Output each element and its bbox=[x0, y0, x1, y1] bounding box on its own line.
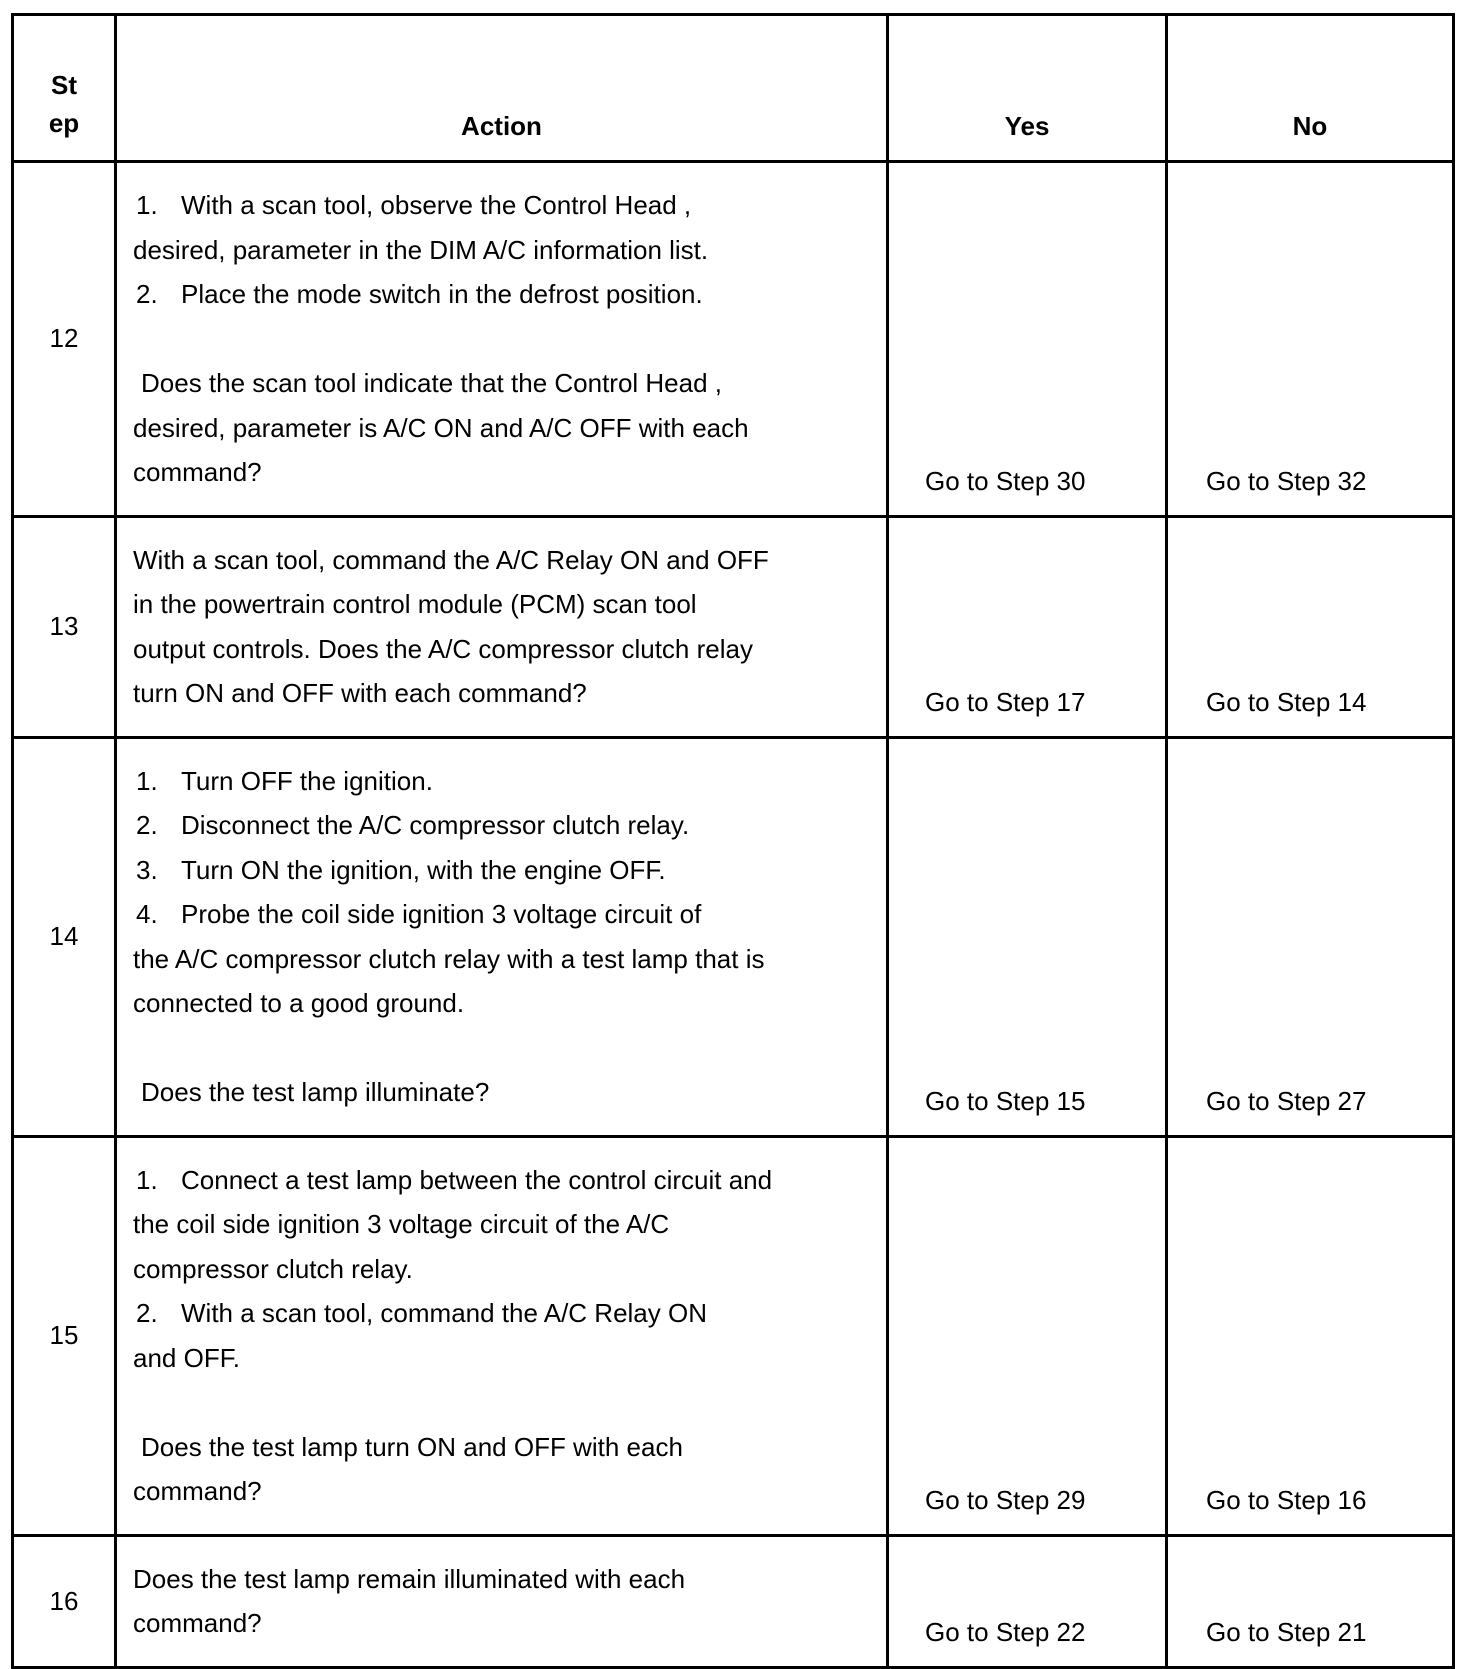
yes-result: Go to Step 29 bbox=[888, 1136, 1167, 1535]
action-line bbox=[133, 892, 876, 937]
action-line bbox=[133, 759, 876, 804]
action-step-index: 3. bbox=[136, 854, 158, 885]
table-row bbox=[13, 516, 1454, 737]
action-text: With a scan tool, command the A/C Relay ON bbox=[181, 1298, 707, 1328]
table-row bbox=[13, 1535, 1454, 1667]
action-line bbox=[133, 1469, 876, 1514]
action-text: Does the test lamp illuminate? bbox=[141, 1077, 490, 1107]
action-line bbox=[133, 1336, 876, 1381]
action-step-index: 2. bbox=[136, 1298, 158, 1328]
header-step-line1: St bbox=[51, 70, 77, 100]
yes-result: Go to Step 30 bbox=[888, 162, 1167, 517]
header-row bbox=[13, 15, 1454, 162]
header-action: Action bbox=[116, 15, 888, 162]
action-text: the coil side ignition 3 voltage circuit of the A/C bbox=[133, 1209, 670, 1239]
yes-result: Go to Step 22 bbox=[888, 1535, 1167, 1667]
diagnostic-table bbox=[11, 13, 1455, 1669]
action-line bbox=[133, 981, 876, 1026]
no-result: Go to Step 32 bbox=[1167, 162, 1454, 517]
action-text: and OFF. bbox=[133, 1342, 240, 1373]
action-text: Does the test lamp remain illuminated with each bbox=[133, 1563, 686, 1594]
header-yes: Yes bbox=[888, 15, 1167, 162]
action-line bbox=[133, 1158, 876, 1203]
action-text: Does the test lamp turn ON and OFF with each bbox=[141, 1431, 683, 1462]
action-text: command? bbox=[133, 1608, 262, 1638]
action-text: Disconnect the A/C compressor clutch relay. bbox=[181, 810, 690, 840]
header-step bbox=[13, 15, 116, 162]
action-text: in the powertrain control module (PCM) scan tool bbox=[133, 589, 697, 619]
action-text: connected to a good ground. bbox=[133, 988, 465, 1018]
action-line bbox=[133, 1291, 876, 1336]
no-result: Go to Step 16 bbox=[1167, 1136, 1454, 1535]
action-cell bbox=[116, 737, 888, 1136]
action-step-index: 4. bbox=[136, 899, 158, 929]
action-text: command? bbox=[133, 1476, 262, 1506]
action-cell bbox=[116, 1535, 888, 1667]
action-line bbox=[133, 1026, 876, 1071]
step-number: 13 bbox=[13, 516, 116, 737]
action-cell bbox=[116, 162, 888, 517]
action-step-index: 1. bbox=[136, 765, 158, 796]
table-row bbox=[13, 162, 1454, 517]
action-text: With a scan tool, command the A/C Relay ON and OFF bbox=[133, 544, 769, 575]
action-step-index: 2. bbox=[136, 810, 158, 840]
action-line bbox=[133, 848, 876, 893]
action-text: Turn OFF the ignition. bbox=[181, 765, 433, 796]
header-no: No bbox=[1167, 15, 1454, 162]
action-line bbox=[133, 803, 876, 848]
step-number: 14 bbox=[13, 737, 116, 1136]
action-line bbox=[133, 450, 876, 495]
action-step-index: 2. bbox=[136, 279, 158, 309]
yes-result: Go to Step 15 bbox=[888, 737, 1167, 1136]
action-line bbox=[133, 582, 876, 627]
action-line bbox=[133, 1380, 876, 1425]
action-text: desired, parameter in the DIM A/C information list. bbox=[133, 234, 709, 265]
action-text: output controls. Does the A/C compressor clutch relay bbox=[133, 633, 753, 664]
no-result: Go to Step 14 bbox=[1167, 516, 1454, 737]
action-text: With a scan tool, observe the Control Head , bbox=[181, 190, 692, 220]
no-result: Go to Step 27 bbox=[1167, 737, 1454, 1136]
action-text: Connect a test lamp between the control circuit and bbox=[181, 1164, 773, 1195]
action-line bbox=[133, 1247, 876, 1292]
table-row bbox=[13, 1136, 1454, 1535]
action-text: desired, parameter is A/C ON and A/C OFF with each bbox=[133, 412, 749, 443]
action-question bbox=[133, 1425, 876, 1470]
action-line bbox=[133, 228, 876, 273]
action-text: the A/C compressor clutch relay with a test lamp that is bbox=[133, 943, 765, 974]
action-cell bbox=[116, 1136, 888, 1535]
action-step-index: 1. bbox=[136, 1164, 158, 1195]
yes-result: Go to Step 17 bbox=[888, 516, 1167, 737]
action-question bbox=[133, 361, 876, 406]
action-text: command? bbox=[133, 457, 262, 487]
action-text: Probe the coil side ignition 3 voltage circuit of bbox=[181, 899, 702, 929]
action-text: compressor clutch relay. bbox=[133, 1253, 413, 1284]
action-text: Place the mode switch in the defrost position. bbox=[181, 279, 703, 309]
action-text: turn ON and OFF with each command? bbox=[133, 678, 587, 708]
action-line bbox=[133, 1557, 876, 1602]
action-text: Turn ON the ignition, with the engine OFF. bbox=[181, 854, 666, 885]
no-result: Go to Step 21 bbox=[1167, 1535, 1454, 1667]
action-line bbox=[133, 937, 876, 982]
action-text: Does the scan tool indicate that the Control Head , bbox=[141, 368, 723, 398]
action-cell bbox=[116, 516, 888, 737]
action-line bbox=[133, 406, 876, 451]
step-number: 12 bbox=[13, 162, 116, 517]
action-line bbox=[133, 671, 876, 716]
action-step-index: 1. bbox=[136, 190, 158, 220]
header-step-line2: ep bbox=[48, 108, 80, 138]
step-number: 15 bbox=[13, 1136, 116, 1535]
action-line bbox=[133, 183, 876, 228]
action-line bbox=[133, 538, 876, 583]
table-row bbox=[13, 737, 1454, 1136]
action-line bbox=[133, 317, 876, 362]
action-question bbox=[133, 1070, 876, 1115]
action-line bbox=[133, 627, 876, 672]
action-line bbox=[133, 1202, 876, 1247]
action-line bbox=[133, 272, 876, 317]
step-number: 16 bbox=[13, 1535, 116, 1667]
